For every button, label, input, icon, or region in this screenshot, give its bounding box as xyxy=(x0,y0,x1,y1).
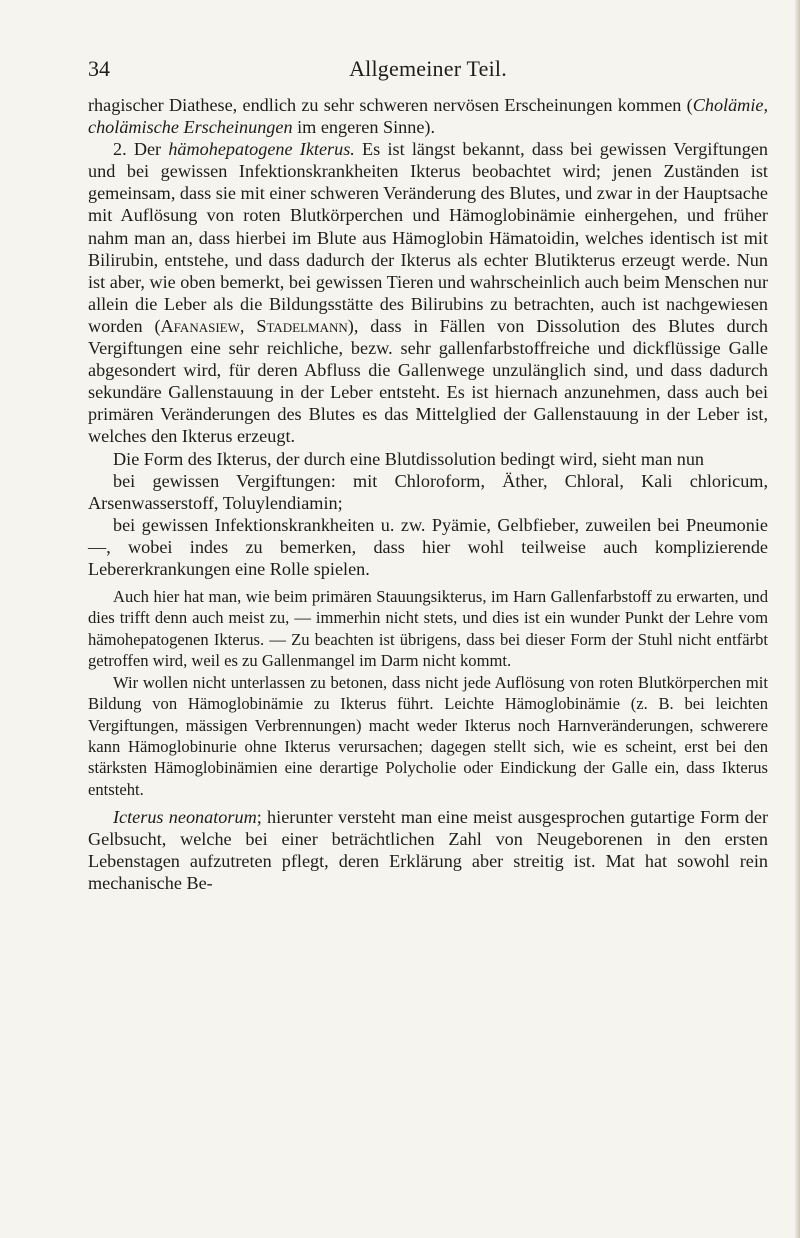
paragraph-cholaemie xyxy=(88,94,768,138)
text-run: im engeren Sinne). xyxy=(292,117,435,138)
author-name: Stadelmann xyxy=(256,315,348,336)
running-head: Allgemeiner Teil. xyxy=(349,56,507,81)
author-name: Afanasiew xyxy=(160,315,240,336)
italic-term: Cholämie, cholämische Erscheinungen xyxy=(88,95,768,138)
text-run: Es ist längst bekannt, dass bei gewissen Vergiftungen und bei gewissen Infektionskrankheiten Ikterus beobachtet wird; jenen Zuständen ist gemeinsam, dass sie mit einer schweren Veränderung des Blutes, und zwar in der Hauptsache mit Auflösung von roten Blutkörperchen und Hämoglobinämie einhergehen, und früher nahm man an, dass hierbei im Blute aus Hämoglobin Hämatoidin, welches identisch ist mit Bilirubin, entstehe, und dass dadurch der Ikterus als echter Blutikterus erzeugt werde. Nun ist aber, wie oben bemerkt, bei gewissen Tieren und wahrscheinlich auch beim Menschen nur allein die Leber als die Bildungsstätte des Bilirubins zu betrachten, auch ist nachgewiesen worden ( xyxy=(88,139,768,336)
paragraph-haemohepatogen xyxy=(88,138,768,447)
paragraph-form-intro: Die Form des Ikterus, der durch eine Blutdissolution bedingt wird, sieht man nun xyxy=(113,448,705,469)
text-run: , xyxy=(239,315,257,336)
page-edge-shadow xyxy=(794,0,800,1238)
italic-term: Icterus neonatorum xyxy=(113,807,257,828)
text-run: 2. Der xyxy=(113,139,169,160)
page-body xyxy=(88,94,768,895)
text-run: ), dass in Fällen von Dissolution des Blutes durch Vergiftungen eine sehr reichliche, bezw. sehr gallenfarbstoffreiche und dickflüssige Galle abgesondert wird, für deren Abfluss die Gallenwege unzulänglich sind, und dass dadurch sekundäre Gallenstauung in der Leber entsteht. Es ist hiernach anzunehmen, dass auch bei primären Veränderungen des Blutes es das Mittelglied der Gallenstauung in der Leber ist, welches den Ikterus erzeugt. xyxy=(88,315,769,447)
page-number: 34 xyxy=(88,56,110,81)
paragraph-icterus-neonatorum xyxy=(88,806,768,894)
paragraph-harn: Auch hier hat man, wie beim primären Stauungsikterus, im Harn Gallenfarbstoff zu erwarten, und dies trifft denn auch meist zu, — immerhin nicht stets, und dies ist ein wunder Punkt der Lehre vom hämohepatogenen Ikterus. — Zu beachten ist übrigens, dass bei dieser Form der Stuhl nicht entfärbt getroffen wird, weil es zu Gallenmangel im Darm nicht kommt. xyxy=(88,587,768,671)
book-page xyxy=(88,56,768,895)
paragraph-vergiftungen: bei gewissen Vergiftungen: mit Chloroform, Äther, Chloral, Kali chloricum, Arsenwasserstoff, Toluylendiamin; xyxy=(88,470,768,513)
section-heading-italic: hämohepatogene Ikterus. xyxy=(168,139,355,160)
paragraph-infektionen: bei gewissen Infektionskrankheiten u. zw. Pyämie, Gelbfieber, zuweilen bei Pneumonie —, wobei indes zu bemerken, dass hier wohl teilweise auch komplizierende Lebererkrankungen eine Rolle spielen. xyxy=(88,514,768,579)
text-run: ; hierunter versteht man eine meist ausgesprochen gutartige Form der Gelbsucht, welche bei einer beträchtlichen Zahl von Neugeborenen in den ersten Lebenstagen aufzutreten pflegt, deren Erklärung aber streitig ist. Mat hat sowohl rein mechanische Be- xyxy=(88,807,768,894)
paragraph-haemoglobinaemie: Wir wollen nicht unterlassen zu betonen, dass nicht jede Auflösung von roten Blutkörperchen mit Bildung von Hämoglobinämie zu Ikterus führt. Leichte Hämoglobinämie (z. B. bei leichten Vergiftungen, mässigen Verbrennungen) macht weder Ikterus noch Harnveränderungen, schwerere kann Hämoglobinurie ohne Ikterus verursachen; dagegen stellt sich, wie es scheint, erst bei den stärksten Hämoglobinämien eine derartige Polycholie oder Eindickung der Galle ein, dass Ikterus entsteht. xyxy=(88,672,768,799)
text-run: rhagischer Diathese, endlich zu sehr schweren nervösen Erscheinungen kommen ( xyxy=(88,95,693,115)
page-header xyxy=(88,56,768,86)
